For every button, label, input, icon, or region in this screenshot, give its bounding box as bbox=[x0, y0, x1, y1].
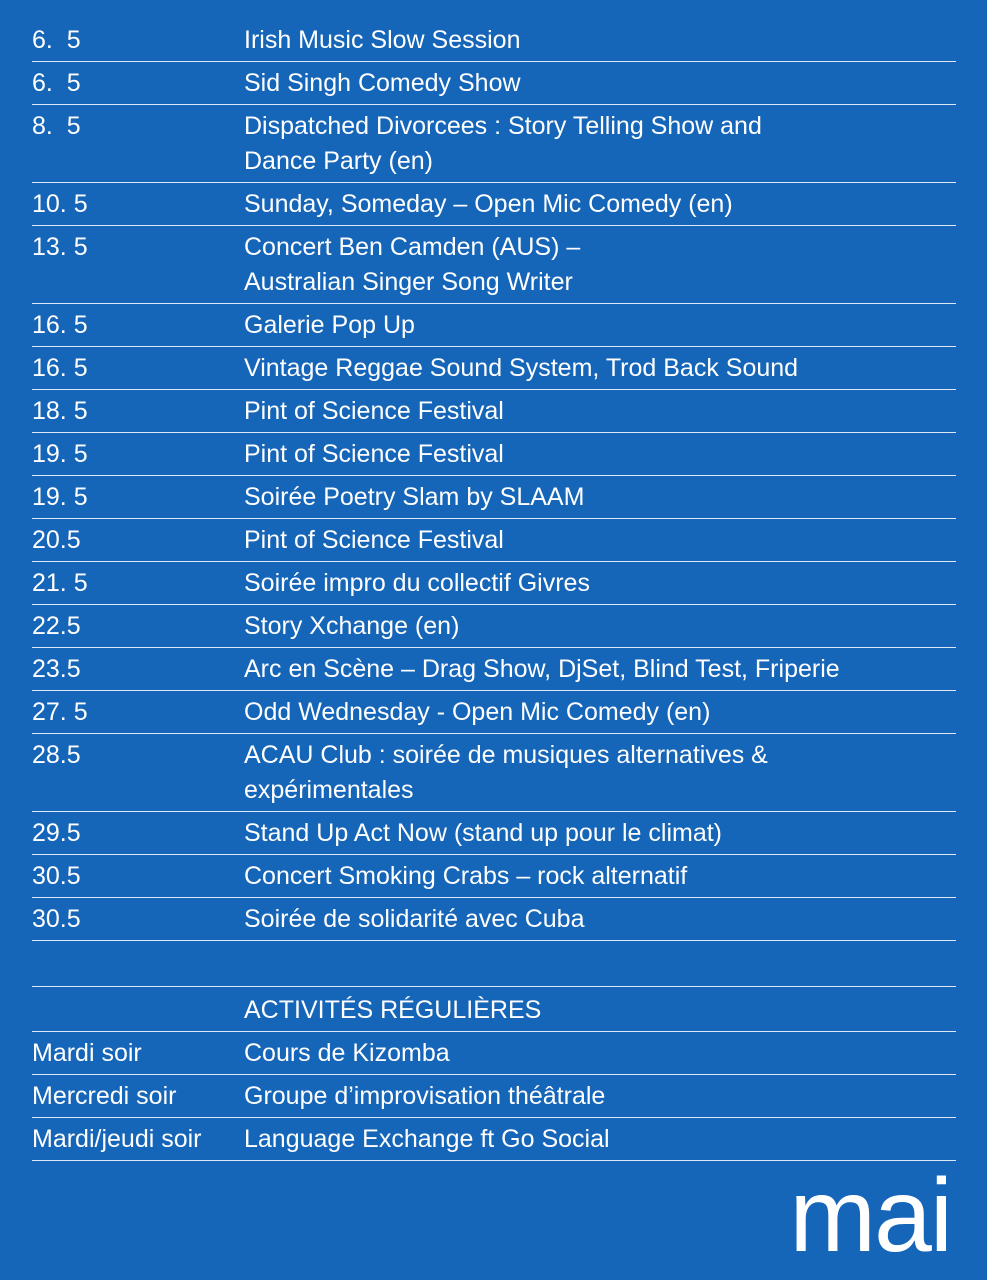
section-divider bbox=[32, 986, 956, 987]
event-date: 6. 5 bbox=[32, 26, 81, 54]
regular-activity-when: Mercredi soir bbox=[32, 1082, 177, 1110]
regular-activity-row bbox=[32, 1075, 956, 1118]
event-row bbox=[32, 812, 956, 855]
event-row bbox=[32, 855, 956, 898]
event-row bbox=[32, 390, 956, 433]
event-date: 27. 5 bbox=[32, 698, 88, 726]
event-date: 13. 5 bbox=[32, 233, 88, 261]
event-date: 19. 5 bbox=[32, 483, 88, 511]
event-title: Sunday, Someday – Open Mic Comedy (en) bbox=[244, 190, 733, 218]
event-title: Irish Music Slow Session bbox=[244, 26, 521, 54]
event-title: Soirée de solidarité avec Cuba bbox=[244, 905, 585, 933]
event-date: 30.5 bbox=[32, 905, 81, 933]
event-row bbox=[32, 62, 956, 105]
event-row bbox=[32, 898, 956, 941]
event-row bbox=[32, 734, 956, 812]
event-date: 19. 5 bbox=[32, 440, 88, 468]
event-row bbox=[32, 691, 956, 734]
event-row bbox=[32, 347, 956, 390]
event-title: Soirée impro du collectif Givres bbox=[244, 569, 590, 597]
event-row bbox=[32, 648, 956, 691]
event-date: 8. 5 bbox=[32, 112, 81, 140]
month-label: mai bbox=[789, 1158, 951, 1274]
regular-activity-title: Language Exchange ft Go Social bbox=[244, 1125, 610, 1153]
event-title: Vintage Reggae Sound System, Trod Back Sound bbox=[244, 354, 799, 382]
event-date: 29.5 bbox=[32, 819, 81, 847]
event-title: Sid Singh Comedy Show bbox=[244, 69, 521, 97]
event-row bbox=[32, 19, 956, 62]
event-date: 23.5 bbox=[32, 655, 81, 683]
event-date: 16. 5 bbox=[32, 354, 88, 382]
event-title: Stand Up Act Now (stand up pour le climat) bbox=[244, 819, 723, 847]
regular-heading-spacer bbox=[32, 993, 244, 1028]
regular-activities-heading: ACTIVITÉS RÉGULIÈRES bbox=[244, 996, 542, 1024]
regular-activities bbox=[32, 989, 956, 1161]
event-title: Arc en Scène – Drag Show, DjSet, Blind Test, Friperie bbox=[244, 655, 840, 683]
regular-activities-header bbox=[32, 989, 956, 1032]
event-date: 16. 5 bbox=[32, 311, 88, 339]
event-date: 10. 5 bbox=[32, 190, 88, 218]
event-date: 21. 5 bbox=[32, 569, 88, 597]
events-list bbox=[32, 19, 956, 941]
regular-activity-row bbox=[32, 1118, 956, 1161]
event-row bbox=[32, 105, 956, 183]
regular-activity-title: Groupe d’improvisation théâtrale bbox=[244, 1082, 606, 1110]
event-row bbox=[32, 226, 956, 304]
event-date: 22.5 bbox=[32, 612, 81, 640]
event-date: 28.5 bbox=[32, 741, 81, 769]
event-title: Soirée Poetry Slam by SLAAM bbox=[244, 483, 585, 511]
regular-activity-row bbox=[32, 1032, 956, 1075]
regular-activity-title: Cours de Kizomba bbox=[244, 1039, 450, 1067]
event-title: Pint of Science Festival bbox=[244, 397, 504, 425]
event-title: Dispatched Divorcees : Story Telling Show and Dance Party (en) bbox=[244, 112, 762, 175]
regular-activity-when: Mardi soir bbox=[32, 1039, 142, 1067]
event-date: 18. 5 bbox=[32, 397, 88, 425]
event-date: 20.5 bbox=[32, 526, 81, 554]
event-title: Pint of Science Festival bbox=[244, 526, 504, 554]
event-date: 6. 5 bbox=[32, 69, 81, 97]
event-date: 30.5 bbox=[32, 862, 81, 890]
event-title: Pint of Science Festival bbox=[244, 440, 504, 468]
event-title: Odd Wednesday - Open Mic Comedy (en) bbox=[244, 698, 711, 726]
event-title: Story Xchange (en) bbox=[244, 612, 460, 640]
event-row bbox=[32, 433, 956, 476]
event-row bbox=[32, 183, 956, 226]
event-title: ACAU Club : soirée de musiques alternatives & expérimentales bbox=[244, 741, 768, 804]
event-row bbox=[32, 304, 956, 347]
regular-activity-when: Mardi/jeudi soir bbox=[32, 1125, 202, 1153]
event-title: Concert Ben Camden (AUS) – Australian Singer Song Writer bbox=[244, 233, 581, 296]
event-title: Concert Smoking Crabs – rock alternatif bbox=[244, 862, 688, 890]
event-row bbox=[32, 519, 956, 562]
event-row bbox=[32, 562, 956, 605]
event-row bbox=[32, 476, 956, 519]
event-row bbox=[32, 605, 956, 648]
event-title: Galerie Pop Up bbox=[244, 311, 415, 339]
